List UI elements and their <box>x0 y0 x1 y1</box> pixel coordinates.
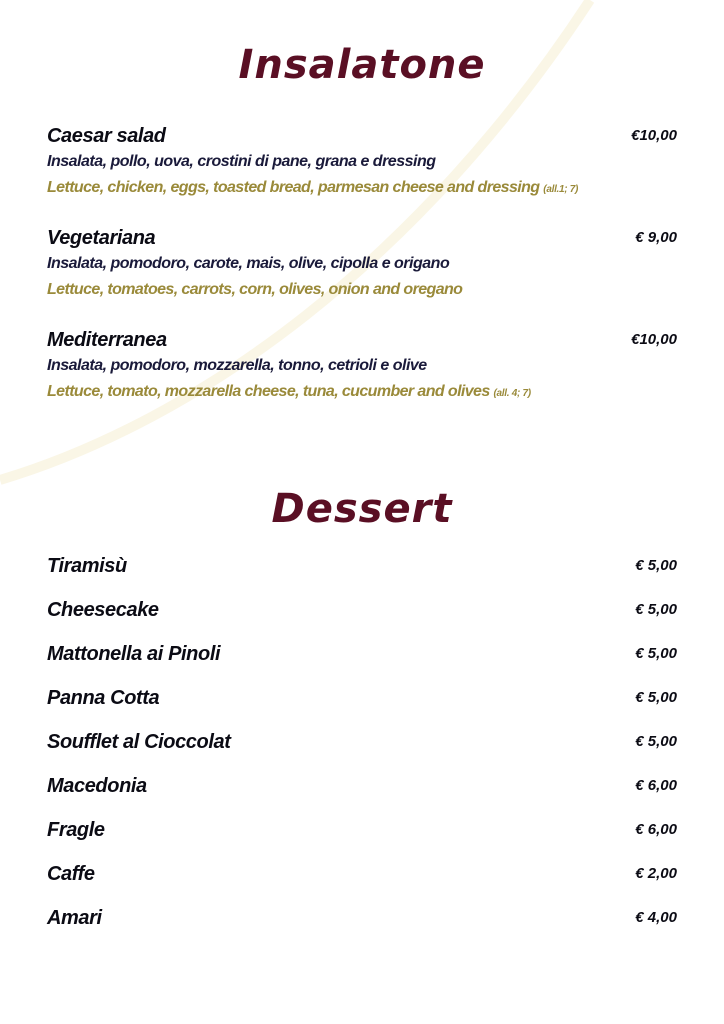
dessert-item-amari <box>47 902 677 946</box>
dessert-item-macedonia <box>47 770 677 814</box>
dessert-list <box>47 550 677 946</box>
item-name: Amari <box>47 907 102 929</box>
item-price: € 5,00 <box>635 689 677 706</box>
item-price: € 5,00 <box>635 733 677 750</box>
item-name: Mediterranea <box>47 329 167 351</box>
english-description-text: Lettuce, tomato, mozzarella cheese, tuna, cucumber and olives <box>47 383 490 400</box>
item-name: Mattonella ai Pinoli <box>47 643 221 665</box>
item-price: € 6,00 <box>635 777 677 794</box>
item-price: € 4,00 <box>635 909 677 926</box>
allergen-note: (all. 4; 7) <box>493 388 531 399</box>
item-price: € 6,00 <box>635 821 677 838</box>
item-price: € 2,00 <box>635 865 677 882</box>
dessert-item-cheesecake <box>47 594 677 638</box>
item-name: Vegetariana <box>47 227 156 249</box>
item-name: Soufflet al Cioccolat <box>47 731 231 753</box>
menu-item-mediterranea <box>47 327 677 407</box>
insalatone-title: Insalatone <box>238 42 486 88</box>
item-name: Macedonia <box>47 775 147 797</box>
allergen-note: (all.1; 7) <box>543 184 579 195</box>
item-name: Cheesecake <box>47 599 159 621</box>
item-price: €10,00 <box>631 331 677 348</box>
english-description <box>47 379 677 407</box>
item-price: € 5,00 <box>635 645 677 662</box>
english-description: Lettuce, tomatoes, carrots, corn, olives, onion and oregano <box>47 281 463 298</box>
item-price: € 5,00 <box>635 601 677 618</box>
item-name: Caffe <box>47 863 95 885</box>
dessert-item-fragle <box>47 814 677 858</box>
italian-description: Insalata, pomodoro, carote, mais, olive, cipolla e origano <box>47 255 450 272</box>
italian-description: Insalata, pollo, uova, crostini di pane, grana e dressing <box>47 153 436 170</box>
dessert-item-panna-cotta <box>47 682 677 726</box>
dessert-item-tiramisu <box>47 550 677 594</box>
item-price: €10,00 <box>631 127 677 144</box>
dessert-item-caffe <box>47 858 677 902</box>
item-price: € 9,00 <box>635 229 677 246</box>
dessert-title: Dessert <box>271 486 453 532</box>
menu-item-vegetariana <box>47 225 677 303</box>
italian-description: Insalata, pomodoro, mozzarella, tonno, cetrioli e olive <box>47 357 427 374</box>
dessert-item-mattonella <box>47 638 677 682</box>
english-description-text: Lettuce, chicken, eggs, toasted bread, parmesan cheese and dressing <box>47 179 540 196</box>
item-name: Caesar salad <box>47 125 166 147</box>
item-price: € 5,00 <box>635 557 677 574</box>
english-description <box>47 175 677 203</box>
item-name: Panna Cotta <box>47 687 160 709</box>
item-name: Fragle <box>47 819 105 841</box>
menu-item-caesar-salad <box>47 123 677 203</box>
dessert-item-soufflet <box>47 726 677 770</box>
item-name: Tiramisù <box>47 555 127 577</box>
